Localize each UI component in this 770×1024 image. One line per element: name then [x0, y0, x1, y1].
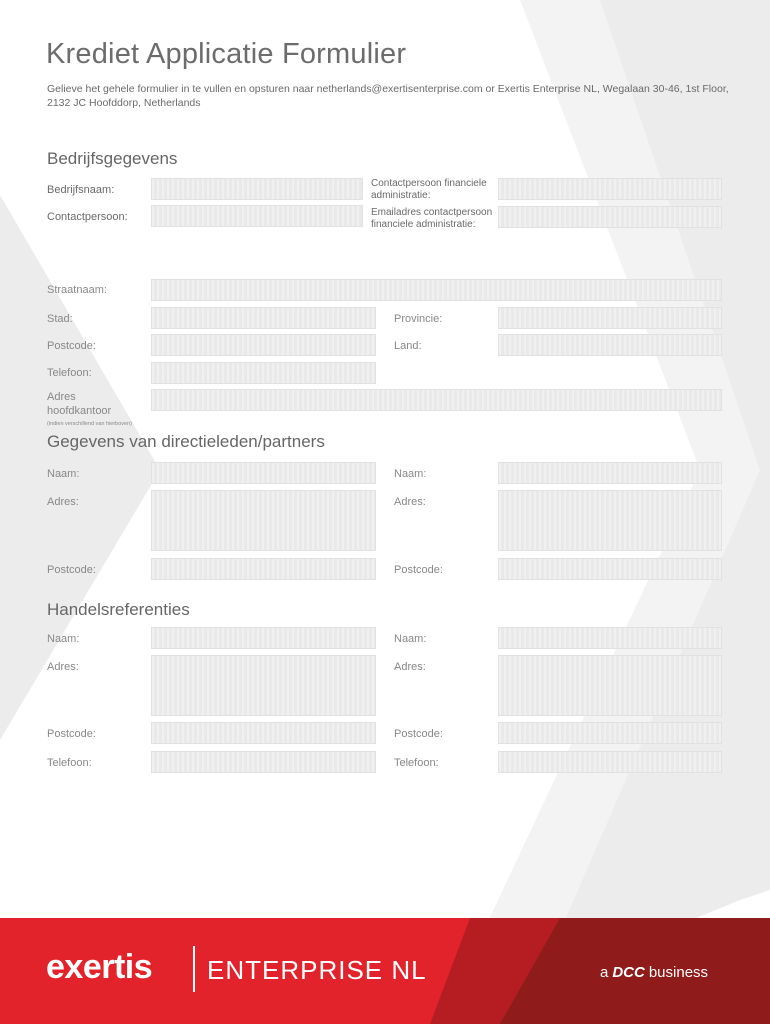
email-financieel-field[interactable]	[498, 206, 722, 228]
label-director2-adres: Adres:	[394, 496, 426, 508]
telefoon-field[interactable]	[151, 362, 376, 384]
label-land: Land:	[394, 340, 422, 352]
ref2-naam-field[interactable]	[498, 627, 722, 649]
ref2-telefoon-field[interactable]	[498, 751, 722, 773]
director2-adres-field[interactable]	[498, 490, 722, 551]
label-telefoon: Telefoon:	[47, 367, 92, 379]
label-contact-financieel: Contactpersoon financiele administratie:	[371, 178, 487, 201]
contact-financieel-field[interactable]	[498, 178, 722, 200]
label-ref1-telefoon: Telefoon:	[47, 757, 92, 769]
label-provincie: Provincie:	[394, 313, 443, 325]
note-adres-hoofdkantoor: (indien verschillend van hierboven)	[47, 421, 132, 427]
label-ref2-naam: Naam:	[394, 633, 427, 645]
label-director1-adres: Adres:	[47, 496, 79, 508]
bedrijfsnaam-field[interactable]	[151, 178, 363, 200]
logo-divider	[193, 946, 195, 992]
label-email-financieel: Emailadres contactpersoon financiele administratie:	[371, 207, 493, 230]
label-director1-postcode: Postcode:	[47, 564, 96, 576]
label-ref2-adres: Adres:	[394, 661, 426, 673]
label-straatnaam: Straatnaam:	[47, 284, 107, 296]
label-director2-postcode: Postcode:	[394, 564, 443, 576]
label-postcode: Postcode:	[47, 340, 96, 352]
dcc-tagline	[600, 964, 708, 981]
label-stad: Stad:	[47, 313, 73, 325]
label-contactpersoon: Contactpersoon:	[47, 211, 128, 223]
label-ref1-postcode: Postcode:	[47, 728, 96, 740]
label-director2-naam: Naam:	[394, 468, 427, 480]
label-ref1-naam: Naam:	[47, 633, 80, 645]
land-field[interactable]	[498, 334, 722, 356]
exertis-logo: exertis	[46, 948, 153, 986]
dcc-logo-mark: DCC	[612, 964, 645, 981]
label-adres-hoofdkantoor: Adres hoofdkantoor	[47, 391, 112, 417]
stad-field[interactable]	[151, 307, 376, 329]
dcc-tagline-business: business	[648, 964, 709, 981]
director1-postcode-field[interactable]	[151, 558, 376, 580]
postcode-field[interactable]	[151, 334, 376, 356]
logo-subtitle: ENTERPRISE NL	[207, 955, 427, 985]
intro-text: Gelieve het gehele formulier in te vullen en opsturen naar netherlands@exertisenterprise.com or Exertis Enterprise NL, Wegalaan 30-46, 1st Floor, 2132 JC Hoofddorp, Netherlands	[47, 83, 729, 109]
adres-hoofdkantoor-field[interactable]	[151, 389, 722, 411]
director2-postcode-field[interactable]	[498, 558, 722, 580]
label-director1-naam: Naam:	[47, 468, 80, 480]
page-title: Krediet Applicatie Formulier	[46, 38, 407, 70]
director1-naam-field[interactable]	[151, 462, 376, 484]
ref2-postcode-field[interactable]	[498, 722, 722, 744]
label-ref2-postcode: Postcode:	[394, 728, 443, 740]
label-ref2-telefoon: Telefoon:	[394, 757, 439, 769]
straatnaam-field[interactable]	[151, 279, 722, 301]
ref1-adres-field[interactable]	[151, 655, 376, 716]
contactpersoon-field[interactable]	[151, 205, 363, 227]
director2-naam-field[interactable]	[498, 462, 722, 484]
ref1-postcode-field[interactable]	[151, 722, 376, 744]
section-heading-trade: Handelsreferenties	[47, 600, 190, 619]
dcc-tagline-a: a	[600, 964, 609, 981]
director1-adres-field[interactable]	[151, 490, 376, 551]
ref1-telefoon-field[interactable]	[151, 751, 376, 773]
label-bedrijfsnaam: Bedrijfsnaam:	[47, 184, 115, 196]
ref1-naam-field[interactable]	[151, 627, 376, 649]
label-ref1-adres: Adres:	[47, 661, 79, 673]
ref2-adres-field[interactable]	[498, 655, 722, 716]
provincie-field[interactable]	[498, 307, 722, 329]
section-heading-directors: Gegevens van directieleden/partners	[47, 432, 325, 451]
section-heading-company: Bedrijfsgegevens	[47, 149, 178, 168]
